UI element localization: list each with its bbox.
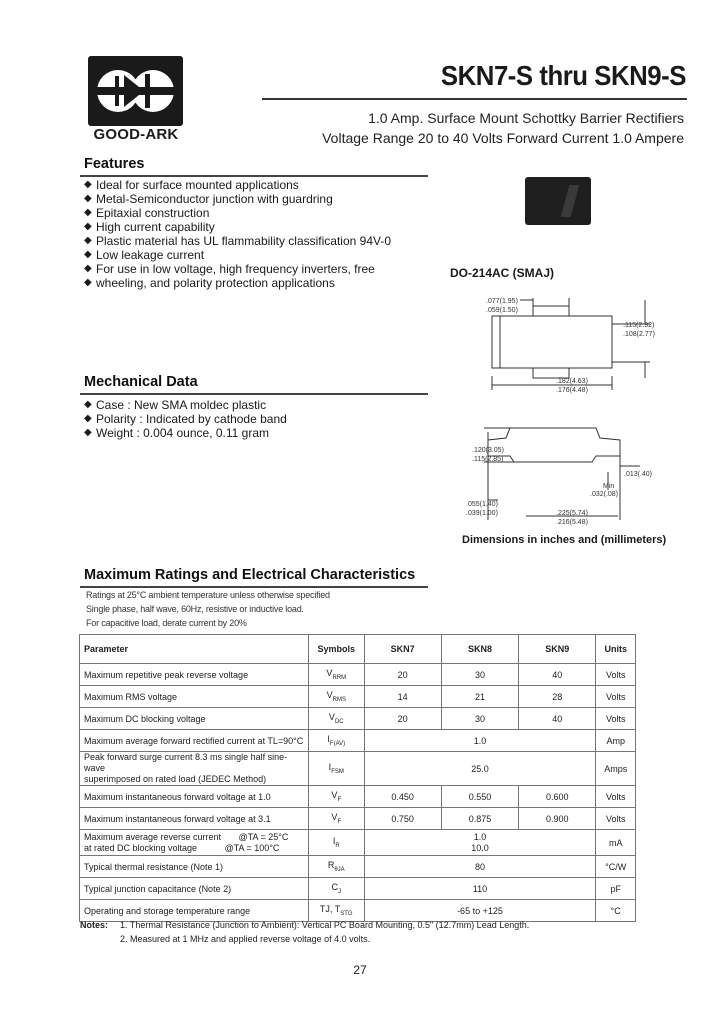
dim-label: .120(3.05) (472, 447, 504, 454)
ratings-note: For capacitive load, derate current by 20% (86, 618, 247, 628)
package-photo (525, 177, 591, 225)
features-list (84, 178, 424, 290)
feature-item: ◆ Plastic material has UL flammability classification 94V-0 (84, 234, 424, 248)
table-header-row (80, 635, 636, 664)
dim-label: .039(1.00) (466, 510, 498, 517)
feature-item: ◆ Epitaxial construction (84, 206, 424, 220)
col-header: SKN8 (441, 635, 518, 664)
ratings-heading: Maximum Ratings and Electrical Characteristics (84, 567, 416, 583)
subtitle-line-2: Voltage Range 20 to 40 Volts Forward Current 1.0 Ampere (322, 130, 684, 146)
notes-label: Notes: (80, 920, 109, 930)
dim-label: .059(1.50) (486, 307, 518, 314)
brand-name: GOOD-ARK (93, 126, 179, 143)
feature-item: ◆ High current capability (84, 220, 424, 234)
table-row: Maximum average reverse current @TA = 25°C at rated DC blocking voltage @TA = 100°C $I_R$ 1.0 10.0 mA (80, 830, 636, 856)
ratings-note: Ratings at 25°C ambient temperature unless otherwise specified (86, 590, 330, 600)
dim-label: .216(5.48) (556, 519, 588, 526)
col-header: Symbols (309, 635, 364, 664)
dimensions-caption: Dimensions in inches and (millimeters) (462, 534, 667, 546)
col-header: SKN7 (364, 635, 441, 664)
package-name: DO-214AC (SMAJ) (450, 266, 555, 280)
table-row: Maximum average forward rectified current at TL=90°C $I_{F(AV)}$ 1.0 Amp (80, 730, 636, 752)
dim-label: .225(5.74) (556, 510, 588, 517)
col-header: Units (596, 635, 636, 664)
dim-label: .077(1.95) (486, 298, 518, 305)
table-row: Operating and storage temperature range TJ, $T_{STG}$ -65 to +125 °C (80, 900, 636, 922)
mechanical-divider (80, 393, 428, 395)
dim-label: .108(2.77) (623, 331, 655, 338)
col-header: SKN9 (519, 635, 596, 664)
features-divider (80, 175, 428, 177)
col-header: Parameter (80, 635, 309, 664)
table-row: Maximum instantaneous forward voltage at 1.0 $V_F$ 0.450 0.550 0.600 Volts (80, 786, 636, 808)
feature-item-continuation: ◆ wheeling, and polarity protection applications (84, 276, 424, 290)
mechanical-heading: Mechanical Data (84, 374, 198, 390)
brand-logo (88, 56, 183, 126)
dim-label: .013(.40) (624, 471, 653, 478)
diode-logo-icon (88, 56, 183, 126)
dim-label: .176(4.48) (556, 387, 588, 394)
table-row: Maximum DC blocking voltage $V_{DC}$ 20 30 40 Volts (80, 708, 636, 730)
features-heading: Features (84, 156, 145, 172)
note-2: 2. Measured at 1 MHz and applied reverse voltage of 4.0 volts. (120, 934, 371, 944)
dim-label: .055(1.40) (466, 501, 498, 508)
note-1: 1. Thermal Resistance (Junction to Ambient): Vertical PC Board Mounting, 0.5" (12.7mm) Lead Length. (120, 920, 530, 930)
dim-label: Min (603, 483, 615, 490)
table-row: Maximum repetitive peak reverse voltage $V_{RRM}$ 20 30 40 Volts (80, 664, 636, 686)
mechanical-item: ◆ Polarity : Indicated by cathode band (84, 412, 424, 426)
table-row: Maximum instantaneous forward voltage at 3.1 $V_F$ 0.750 0.875 0.900 Volts (80, 808, 636, 830)
dim-label: .115(2.92) (623, 322, 655, 329)
title-divider (262, 98, 687, 100)
mechanical-item: ◆ Case : New SMA moldec plastic (84, 398, 424, 412)
table-row: Peak forward surge current 8.3 ms single half sine-wave superimposed on rated load (JEDEC Method) $I_{FSM}$ 25.0 Amps (80, 752, 636, 786)
ratings-table (79, 634, 636, 922)
page-number: 27 (353, 963, 367, 977)
table-notes (80, 920, 529, 944)
dim-label: .182(4.63) (556, 378, 588, 385)
mechanical-list (84, 398, 424, 440)
dim-label: .115(2.85) (472, 456, 504, 463)
table-row: Typical thermal resistance (Note 1) $R_{\theta JA}$ 80 °C/W (80, 856, 636, 878)
feature-item: ◆ Low leakage current (84, 248, 424, 262)
subtitle-line-1: 1.0 Amp. Surface Mount Schottky Barrier Rectifiers (368, 110, 684, 126)
table-row: Maximum RMS voltage $V_{RMS}$ 14 21 28 Volts (80, 686, 636, 708)
package-dimension-drawing (440, 290, 680, 530)
table-row: Typical junction capacitance (Note 2) $C_J$ 110 pF (80, 878, 636, 900)
feature-item: ◆ Ideal for surface mounted applications (84, 178, 424, 192)
dim-label: .032(.08) (590, 491, 619, 498)
ratings-note: Single phase, half wave, 60Hz, resistive or inductive load. (86, 604, 304, 614)
ratings-divider (80, 586, 428, 588)
page-title: SKN7-S thru SKN9-S (440, 60, 686, 91)
mechanical-item: ◆ Weight : 0.004 ounce, 0.11 gram (84, 426, 424, 440)
feature-item: ◆ Metal-Semiconductor junction with guardring (84, 192, 424, 206)
feature-item: ◆ For use in low voltage, high frequency inverters, free (84, 262, 424, 276)
